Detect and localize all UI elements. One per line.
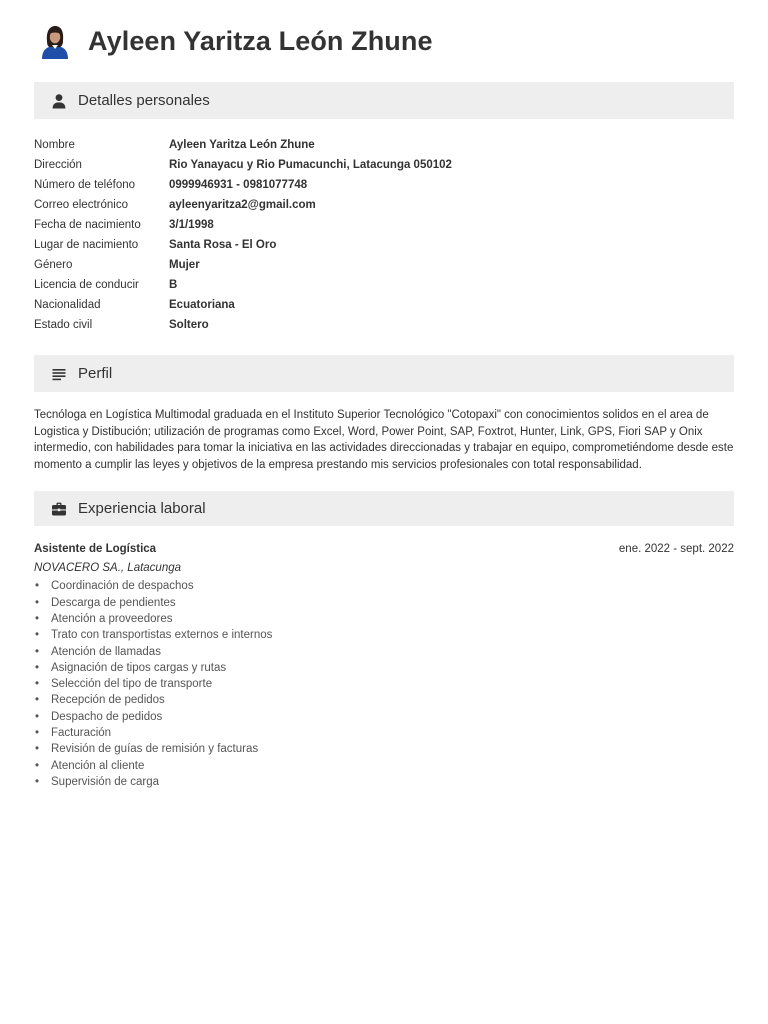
job-tasks-list [34,578,734,790]
detail-row-gender [34,255,734,275]
section-work-experience [34,491,734,526]
detail-value: 0999946931 - 0981077748 [169,179,308,191]
job-entry [34,539,734,790]
job-company: NOVACERO SA., Latacunga [34,562,182,575]
list-item: • Trato con transportistas externos e internos [34,627,734,643]
section-title: Detalles personales [78,92,210,109]
list-item: • Descarga de pendientes [34,595,734,611]
section-title: Experiencia laboral [78,500,206,518]
detail-row-phone [34,175,734,195]
list-item: • Coordinación de despachos [34,578,734,594]
lines-icon [50,365,68,383]
detail-value: Mujer [169,259,200,271]
section-profile [34,355,734,392]
list-item: • Despacho de pedidos [34,709,734,725]
list-item: • Revisión de guías de remisión y facturas [34,741,734,757]
detail-row-birthplace [34,235,734,255]
resume-header [34,0,734,82]
page-title: Ayleen Yaritza León Zhune [88,25,433,56]
detail-label: Lugar de nacimiento [34,239,139,251]
job-title: Asistente de Logística [34,542,157,555]
list-item: • Asignación de tipos cargas y rutas [34,660,734,676]
detail-row-address [34,155,734,175]
detail-label: Género [34,259,73,271]
list-item: • Supervisión de carga [34,774,734,790]
detail-value: Ecuatoriana [169,299,235,311]
detail-label: Dirección [34,159,82,171]
list-item: • Atención de llamadas [34,644,734,660]
detail-value: Soltero [169,319,209,331]
job-dates: ene. 2022 - sept. 2022 [618,542,734,555]
briefcase-icon [50,500,68,518]
detail-label: Fecha de nacimiento [34,219,141,231]
detail-row-nationality [34,295,734,315]
detail-row-email [34,195,734,215]
detail-value: Santa Rosa - El Oro [169,239,277,251]
section-personal-details [34,82,734,119]
detail-value: Ayleen Yaritza León Zhune [169,139,315,151]
detail-label: Número de teléfono [34,179,136,191]
detail-row-license [34,275,734,295]
detail-value: ayleenyaritza2@gmail.com [169,199,316,211]
detail-label: Nacionalidad [34,299,101,311]
profile-photo [38,23,72,59]
detail-value: B [169,279,178,291]
list-item: • Atención al cliente [34,758,734,774]
detail-value: Rio Yanayacu y Rio Pumacunchi, Latacunga 050102 [169,159,452,171]
list-item: • Recepción de pedidos [34,692,734,708]
list-item: • Atención a proveedores [34,611,734,627]
person-icon [50,92,68,110]
job-header [34,539,734,558]
detail-row-birthdate [34,215,734,235]
list-item: • Facturación [34,725,734,741]
detail-row-marital-status [34,315,734,335]
detail-row-name [34,135,734,155]
detail-label: Estado civil [34,319,93,331]
detail-label: Nombre [34,139,75,151]
detail-value: 3/1/1998 [169,219,214,231]
detail-label: Licencia de conducir [34,279,139,291]
personal-details-list [34,135,734,335]
detail-label: Correo electrónico [34,199,128,211]
profile-summary: Tecnóloga en Logística Multimodal graduada en el Instituto Superior Tecnológico "Cotopaxi" con conocimientos solidos en el area de Logistica y Distibución; utilización de programas como Excel, Word, Power Point, SAP, Foxtrot, Hunter, Link, GPS, Fiori SAP y Onix intermedio, con habilidades para tomar la iniciativa en las actividades direccionadas y trabajar en equipo, comprometiéndome desde este momento a cumplir las leyes y objetivos de la empresa prestando mis servicios profesionales con total responsabilidad. [34,409,734,471]
section-title: Perfil [78,365,113,382]
list-item: • Selección del tipo de transporte [34,676,734,692]
